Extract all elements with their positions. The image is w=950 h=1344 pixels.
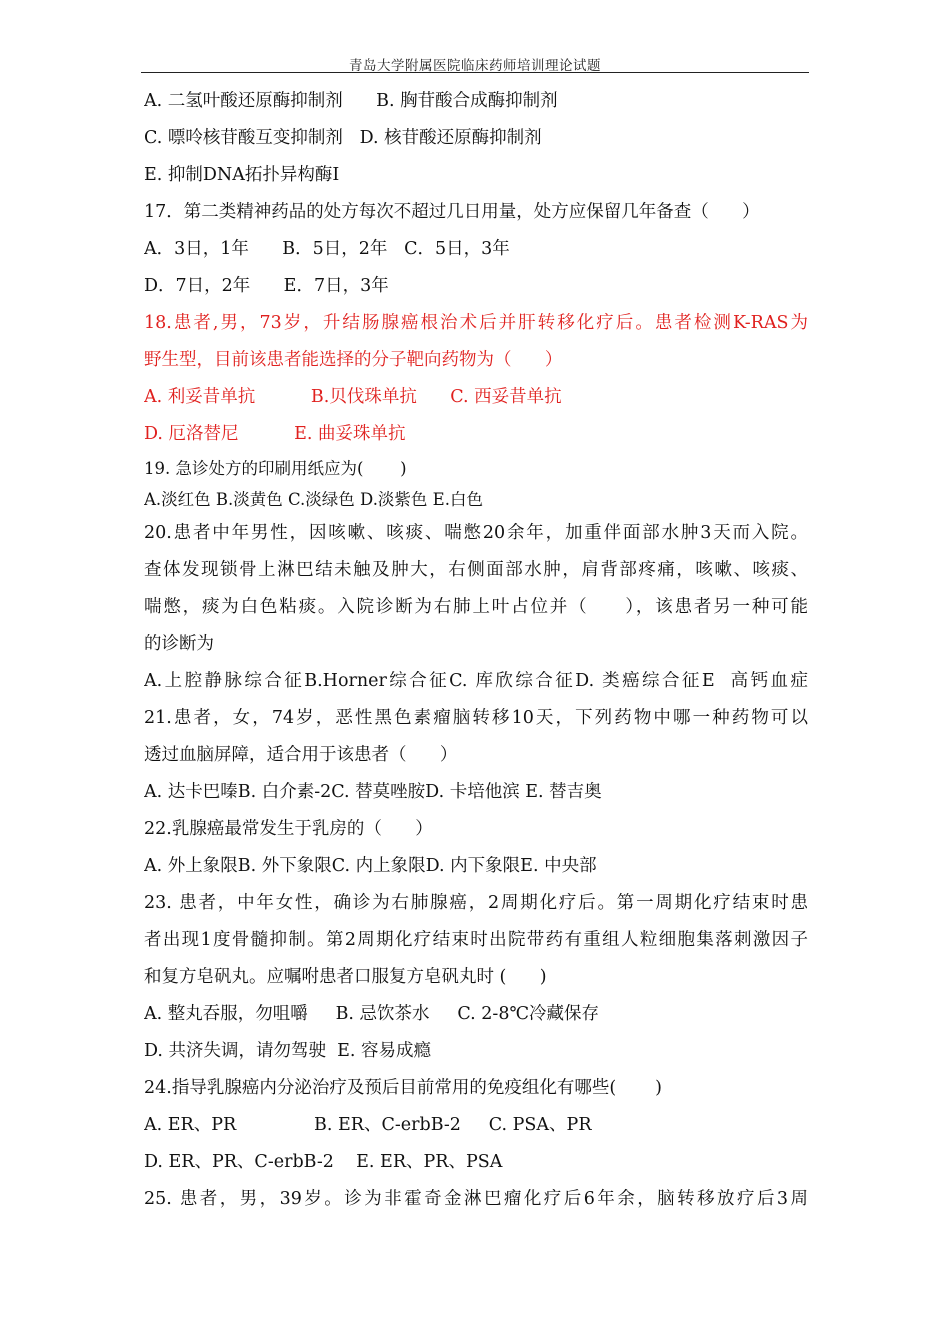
text-line: 者出现1度骨髓抑制。第2周期化疗结束时出院带药有重组人粒细胞集落刺激因子 <box>144 930 808 950</box>
text-line: E. 抑制DNA拓扑异构酶I <box>144 165 340 185</box>
text-line: 18.患者,男，73岁，升结肠腺癌根治术后并肝转移化疗后。患者检测K-RAS为 <box>144 313 808 333</box>
text-line: 21.患者，女，74岁，恶性黑色素瘤脑转移10天，下列药物中哪一种药物可以 <box>144 708 808 728</box>
text-line: D. 厄洛替尼 E. 曲妥珠单抗 <box>144 424 406 444</box>
text-line: D．7日，2年 E．7日，3年 <box>144 276 389 296</box>
document-body <box>144 86 808 1221</box>
text-line: 和复方皂矾丸。应嘱咐患者口服复方皂矾丸时 ( ) <box>144 967 547 987</box>
text-line: C. 嘌呤核苷酸互变抑制剂 D. 核苷酸还原酶抑制剂 <box>144 128 542 148</box>
text-line: A. 整丸吞服，勿咀嚼 B. 忌饮茶水 C. 2-8℃冷藏保存 <box>144 1004 600 1024</box>
text-line: 23. 患者，中年女性，确诊为右肺腺癌，2周期化疗后。第一周期化疗结束时患 <box>144 893 808 913</box>
text-line: D. ER、PR、C-erbB-2 E. ER、PR、PSA <box>144 1152 503 1172</box>
text-line: 25. 患者，男，39岁。诊为非霍奇金淋巴瘤化疗后6年余，脑转移放疗后3周 <box>144 1189 808 1209</box>
text-line: A.上腔静脉综合征B.Horner综合征C. 库欣综合征D. 类癌综合征E 高钙血症 <box>144 671 808 691</box>
text-line: A．3日，1年 B．5日，2年 C．5日，3年 <box>144 239 510 259</box>
text-line: A. 利妥昔单抗 B.贝伐珠单抗 C. 西妥昔单抗 <box>144 387 562 407</box>
text-line: 野生型，目前该患者能选择的分子靶向药物为（ ） <box>144 350 563 370</box>
text-line: 透过血脑屏障，适合用于该患者（ ） <box>144 745 458 765</box>
text-line: 的诊断为 <box>144 634 214 654</box>
text-line: A.淡红色 B.淡黄色 C.淡绿色 D.淡紫色 E.白色 <box>144 490 483 509</box>
text-line: 22.乳腺癌最常发生于乳房的（ ） <box>144 819 433 839</box>
text-line: 20.患者中年男性，因咳嗽、咳痰、喘憋20余年，加重伴面部水肿3天而入院。 <box>144 523 808 543</box>
text-line: 19. 急诊处方的印刷用纸应为( ) <box>144 459 407 478</box>
text-line: A. 二氢叶酸还原酶抑制剂 B. 胸苷酸合成酶抑制剂 <box>144 91 558 111</box>
text-line: A. ER、PR B. ER、C-erbB-2 C. PSA、PR <box>144 1115 592 1135</box>
text-line: D. 共济失调，请勿驾驶 E. 容易成瘾 <box>144 1041 432 1061</box>
text-line: A. 达卡巴嗪B. 白介素-2C. 替莫唑胺D. 卡培他滨 E. 替吉奥 <box>144 782 602 802</box>
text-line: 喘憋，痰为白色粘痰。入院诊断为右肺上叶占位并（ ），该患者另一种可能 <box>144 597 808 617</box>
text-line: 24.指导乳腺癌内分泌治疗及预后目前常用的免疫组化有哪些( ) <box>144 1078 662 1098</box>
text-line: 17．第二类精神药品的处方每次不超过几日用量，处方应保留几年备查（ ） <box>144 202 760 222</box>
text-line: A. 外上象限B. 外下象限C. 内上象限D. 内下象限E. 中央部 <box>144 856 597 876</box>
page-header-title: 青岛大学附属医院临床药师培训理论试题 <box>349 58 601 74</box>
text-line: 查体发现锁骨上淋巴结未触及肿大，右侧面部水肿，肩背部疼痛，咳嗽、咳痰、 <box>144 560 808 580</box>
header-divider <box>141 72 809 73</box>
